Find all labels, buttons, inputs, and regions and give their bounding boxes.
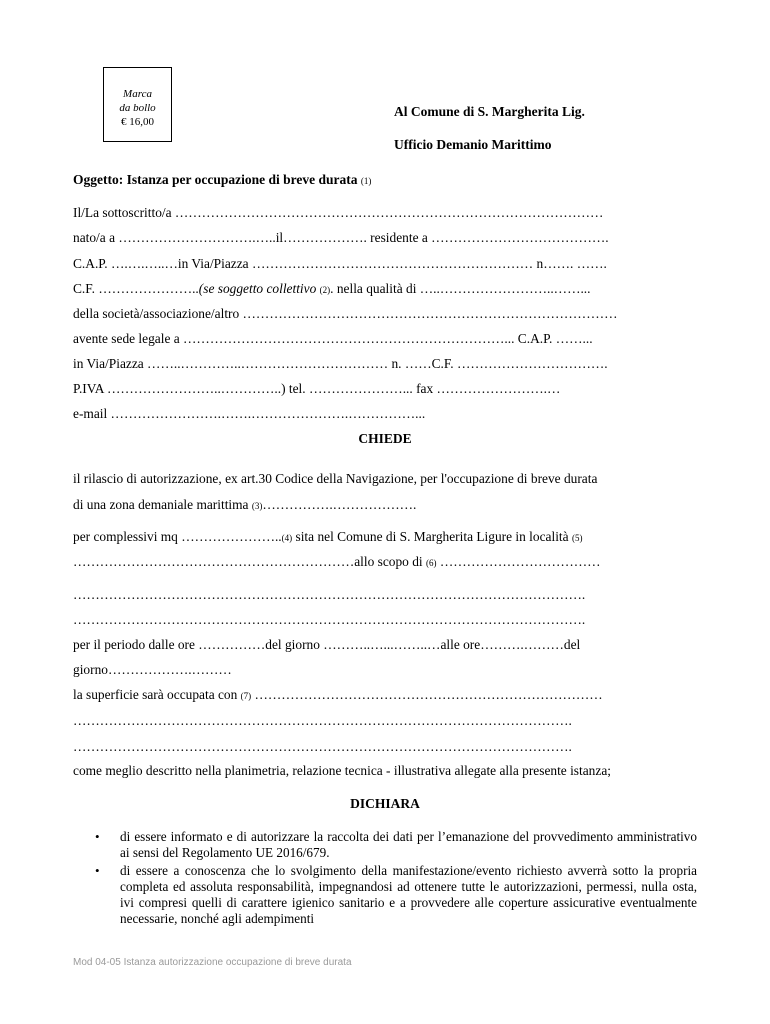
field-via-cf[interactable]: in Via/Piazza ……..…………..…………………………… n. ……C.F. ……………………………. (73, 356, 608, 371)
collective-note: (se soggetto collettivo (198, 281, 317, 296)
field-email[interactable]: e-mail …………………….…….………………….……………... (73, 406, 426, 421)
dichiara-title: DICHIARA (350, 796, 420, 811)
stamp-line-2: da bollo (119, 102, 156, 114)
blank-line-1[interactable]: ……………………………………………………………………………………………………. (73, 587, 586, 602)
blank-line-3[interactable]: …………………………………………………………………………………………………. (73, 713, 572, 728)
dichiara-item-2: di essere a conoscenza che lo svolgimento della manifestazione/evento richiesto avverrà sotto la propria completa ed assoluta responsabilità, impegnandosi ad ottenere tutte le autorizzazioni, permessi, nulla osta, ivi compresi quelli di carattere igienico sanitario e a provvedere alle coperture assicurative eventualmente necessarie, nonché agli adempimenti (120, 863, 697, 926)
field-piva-tel-fax[interactable]: P.IVA ……………………..…………..) tel. …………………... fax …………………….… (73, 381, 561, 396)
note-7: (7) (240, 691, 252, 701)
recipient-line-1: Al Comune di S. Margherita Lig. (394, 104, 585, 119)
superficie-line[interactable] (73, 687, 603, 704)
note-4: (4) (281, 533, 293, 543)
blank-line-4[interactable]: …………………………………………………………………………………………………. (73, 739, 572, 754)
stamp-amount: € 16,00 (121, 116, 154, 128)
field-sottoscritto[interactable]: Il/La sottoscritto/a …………………………………………………………………………………… (73, 205, 604, 220)
zona-label: di una zona demaniale marittima (73, 497, 249, 512)
chiede-text-1: il rilascio di autorizzazione, ex art.30 Codice della Navigazione, per l'occupazione di breve durata (73, 471, 598, 486)
superficie-blank: …………………………………………………………………… (251, 687, 603, 702)
cf-label: C.F. ………………….. (73, 281, 199, 296)
scopo-label: ………………………………………………………allo scopo di (73, 554, 423, 569)
dichiara-item-1: di essere informato e di autorizzare la raccolta dei dati per l’emanazione del provvedimento amministrativo ai sensi del Regolamento UE 2016/679. (120, 829, 697, 860)
chiede-title: CHIEDE (358, 431, 412, 446)
periodo-line[interactable]: per il periodo dalle ore ……………del giorno ………..…...……..…alle ore……….………del (73, 637, 581, 652)
field-nato-residente[interactable]: nato/a a ………………………….…..il………………. residente a …………………………………. (73, 230, 609, 245)
note-5: (5) (571, 533, 583, 543)
field-societa[interactable]: della società/associazione/altro ………………………………………………………………………… (73, 306, 618, 321)
chiede-scopo-line[interactable] (73, 554, 601, 571)
chiede-mq-line[interactable] (73, 529, 582, 546)
bullet-1: • (95, 829, 100, 844)
stamp-box (103, 67, 172, 142)
scopo-blank: ……………………………… (436, 554, 601, 569)
blank-line-2[interactable]: ……………………………………………………………………………………………………. (73, 612, 586, 627)
qualita-label: . nella qualità di …..……………………..……... (330, 281, 591, 296)
note-6: (6) (426, 558, 437, 568)
planimetria-text: come meglio descritto nella planimetria, relazione tecnica - illustrativa allegate alla presente istanza; (73, 763, 611, 778)
comune-label: sita nel Comune di S. Margherita Ligure in località (292, 529, 569, 544)
zona-blank: …………….………………. (262, 497, 417, 512)
chiede-zona-line[interactable] (73, 497, 416, 514)
giorno-line[interactable]: giorno……………….……… (73, 662, 232, 677)
subject-label: Oggetto: Istanza per occupazione di breve durata (73, 172, 358, 187)
mq-label: per complessivi mq ………………….. (73, 529, 282, 544)
subject-note: (1) (360, 176, 372, 186)
stamp-line-1: Marca (123, 88, 152, 100)
field-cap-via[interactable]: C.A.P. ….….…..…in Via/Piazza ……………………………………………………… n……. ……. (73, 256, 607, 271)
subject-line (73, 172, 371, 188)
field-cf-qualita[interactable] (73, 281, 591, 298)
recipient-line-2: Ufficio Demanio Marittimo (394, 137, 552, 152)
note-2: (2) (319, 285, 331, 295)
superficie-label: la superficie sarà occupata con (73, 687, 241, 702)
field-sede-legale[interactable]: avente sede legale a ………………………………………………………………... C.A.P. ……... (73, 331, 593, 346)
bullet-2: • (95, 863, 100, 878)
note-3: (3) (251, 501, 263, 511)
footer-model-code: Mod 04-05 Istanza autorizzazione occupazione di breve durata (73, 957, 352, 968)
